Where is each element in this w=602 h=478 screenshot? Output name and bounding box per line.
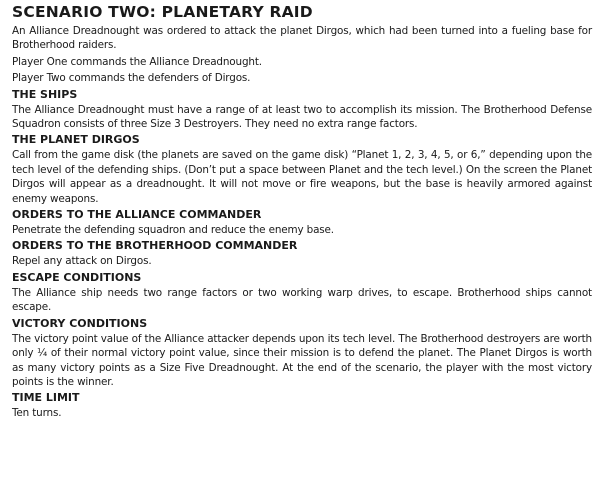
section-text-planet-dirgos: Call from the game disk (the planets are saved on the game disk) “Planet 1, 2, 3, 4, 5, or 6,” depending upon the tech level of the defending ships. (Don’t put a space between Planet and the tech level.) On the screen the Planet Dirgos will appear as a dreadnought. It will not move or fire weapons, but the base is heavily armored against enemy weapons. [12,149,592,205]
player-two-line: Player Two commands the defenders of Dirgos. [12,72,251,85]
section-text-victory-conditions: The victory point value of the Alliance attacker depends upon its tech level. The Brotherhood destroyers are worth only ¼ of their normal victory point value, since their mission is to defend the planet. The Planet Dirgos is worth as many victory points as a Size Five Dreadnought. At the end of the scenario, the player with the most victory points is the winner. [12,332,592,388]
intro-paragraph: An Alliance Dreadnought was ordered to attack the planet Dirgos, which had been turned into a fueling base for Brotherhood raiders. [12,25,592,52]
section-heading-alliance-orders: ORDERS TO THE ALLIANCE COMMANDER [12,208,262,222]
section-heading-planet-dirgos: THE PLANET DIRGOS [12,133,140,147]
section-text-escape-conditions: The Alliance ship needs two range factors or two working warp drives, to escape. Brotherhood ships cannot escape. [12,286,592,314]
section-heading-time-limit: TIME LIMIT [12,391,80,405]
section-heading-ships: THE SHIPS [12,87,78,101]
player-one-line: Player One commands the Alliance Dreadnought. [12,55,262,68]
scenario-title: SCENARIO TWO: PLANETARY RAID [12,3,313,21]
section-text-time-limit: Ten turns. [12,407,62,420]
section-heading-victory-conditions: VICTORY CONDITIONS [12,316,148,330]
section-text-brotherhood-orders: Repel any attack on Dirgos. [12,255,152,268]
section-text-ships: The Alliance Dreadnought must have a range of at least two to accomplish its mission. The Brotherhood Defense Squadron consists of three Size 3 Destroyers. They need no extra range factors. [12,103,592,131]
section-heading-escape-conditions: ESCAPE CONDITIONS [12,270,142,284]
section-text-alliance-orders: Penetrate the defending squadron and reduce the enemy base. [12,224,334,237]
scenario-page [12,3,592,423]
section-heading-brotherhood-orders: ORDERS TO THE BROTHERHOOD COMMANDER [12,239,298,253]
